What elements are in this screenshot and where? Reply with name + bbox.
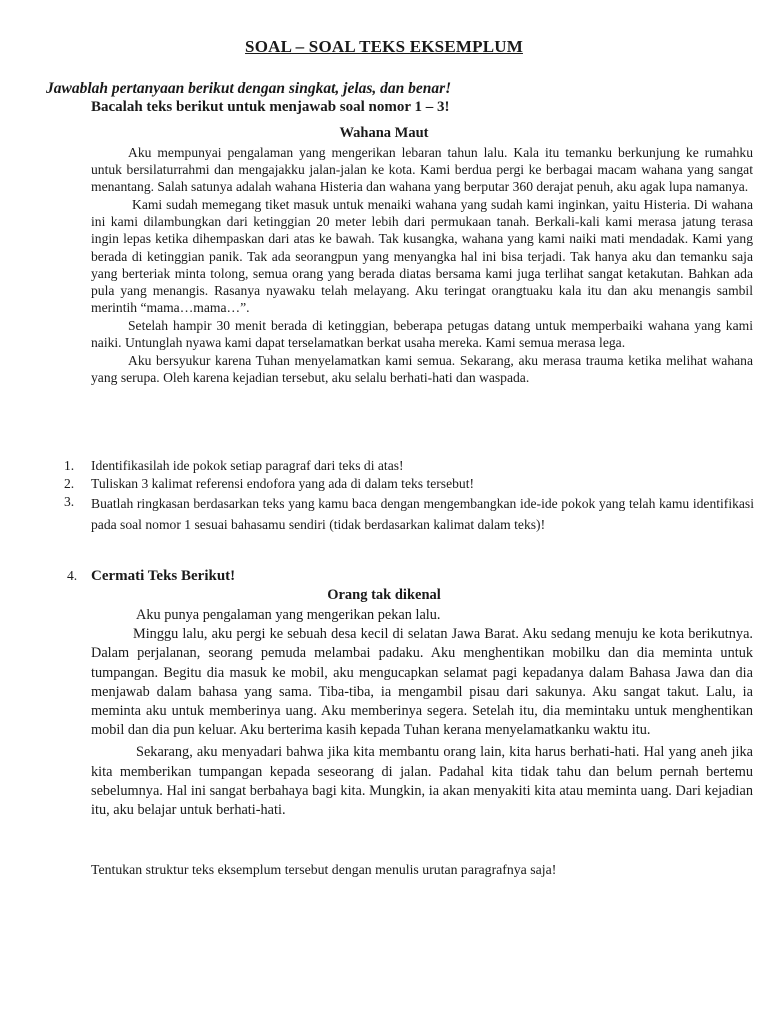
question-text: Tuliskan 3 kalimat referensi endofora yang ada di dalam teks tersebut! [91,476,475,491]
story2-title: Orang tak dikenal [327,587,441,603]
story2-paragraph: Sekarang, aku menyadari bahwa jika kita membantu orang lain, kita harus berhati-hati. Hal yang aneh jika kita memberikan tumpangan kepada seseorang di jalan. Padahal kita tidak tahu dan belum pernah bertemu sebelumnya. Hal ini sangat berbahaya bagi kita. Mungkin, ia akan menyakiti kita atau meminta uang. Dari kejadian itu, aku belajar untuk berhati-hati. [91,744,753,819]
question-number: 4. [67,568,78,583]
question-number: 3. [64,494,75,509]
main-instruction: Jawablah pertanyaan berikut dengan singkat, jelas, dan benar! [46,80,452,97]
story1-title: Wahana Maut [339,125,429,141]
final-instruction: Tentukan struktur teks eksemplum tersebut dengan menulis urutan paragrafnya saja! [91,862,557,877]
question-text: Identifikasilah ide pokok setiap paragraf dari teks di atas! [91,458,404,473]
question-item [64,457,754,475]
question-4 [67,568,235,585]
story1-paragraph: Kami sudah memegang tiket masuk untuk menaiki wahana yang sudah kami inginkan, yaitu Histeria. Di wahana ini kami dilambungkan dari ketinggian 20 meter lebih dari permukaan tanah. Berkali-kali kami merasa jatung terasa ingin lepas ketika dihempaskan dari atas ke bawah. Tak kusangka, wahana yang kami naiki mati mendadak. Kami yang berada di ketinggian panik. Tak ada seorangpun yang menyangka hal ini bisa terjadi. Tak hanya aku dan temanku saja yang berteriak minta tolong, semua orang yang berada diatas bersama kami juga terlihat sangat ketakutan. Bahkan ada pula yang menangis. Rasanya nyawaku telah melayang. Aku teringat orangtuaku kala itu dan aku menangis sambil merintih “mama…mama…”. [91,197,753,315]
question-item [64,493,754,535]
question-item [64,475,754,493]
story2-body [91,606,753,820]
question-number: 2. [64,476,75,491]
story1-body [91,144,753,386]
question-list [64,457,754,535]
question-text: Buatlah ringkasan berdasarkan teks yang kamu baca dengan mengembangkan ide-ide pokok yang telah kamu identifikasi pada soal nomor 1 sesuai bahasamu sendiri (tidak berdasarkan kalimat dalam teks)! [91,496,754,532]
story1-paragraph: Aku bersyukur karena Tuhan menyelamatkan kami semua. Sekarang, aku merasa trauma ketika melihat wahana yang serupa. Oleh karena kejadian tersebut, aku selalu berhati-hati dan waspada. [91,353,753,386]
story1-paragraph: Setelah hampir 30 menit berada di ketinggian, beberapa petugas datang untuk memperbaiki wahana yang kami naiki. Untunglah nyawa kami dapat terselamatkan berkat usaha mereka. Kami semua merasa lega. [91,317,753,351]
story1-paragraph: Aku mempunyai pengalaman yang mengerikan lebaran tahun lalu. Kala itu temanku berkunjung ke rumahku untuk bersilaturrahmi dan mengajakku jalan-jalan ke kota. Kami berdua pergi ke berbagai macam wahana yang sangat menantang. Salah satunya adalah wahana Histeria dan wahana yang berputar 360 derajat penuh, aku agak lupa namanya. [91,145,753,195]
question-4-label: Cermati Teks Berikut! [91,568,236,584]
document-title: SOAL – SOAL TEKS EKSEMPLUM [245,37,523,56]
story2-paragraph: Minggu lalu, aku pergi ke sebuah desa kecil di selatan Jawa Barat. Aku sedang menuju ke kota berikutnya. Dalam perjalanan, seorang pemuda melambai padaku. Aku menghentikan mobilku dan dia meminta untuk tumpangan. Begitu dia masuk ke mobil, aku mengucapkan selamat pagi kepadanya dalam Bahasa Jawa dan dia menjawab dalam bahasa yang sama. Tiba-tiba, ia mengambil pisau dari sakunya. Aku sangat takut. Lalu, ia meminta aku untuk memberinya uang. Aku memberinya segera. Setelah itu, dia memintaku untuk menghentikan mobil dan dia pun keluar. Aku berterima kasih kepada Tuhan kerana menyelamatkanku waktu itu. [91,626,753,739]
reading-instruction: Bacalah teks berikut untuk menjawab soal nomor 1 – 3! [91,99,450,115]
question-number: 1. [64,458,75,473]
story2-paragraph: Aku punya pengalaman yang mengerikan pekan lalu. [136,607,441,623]
